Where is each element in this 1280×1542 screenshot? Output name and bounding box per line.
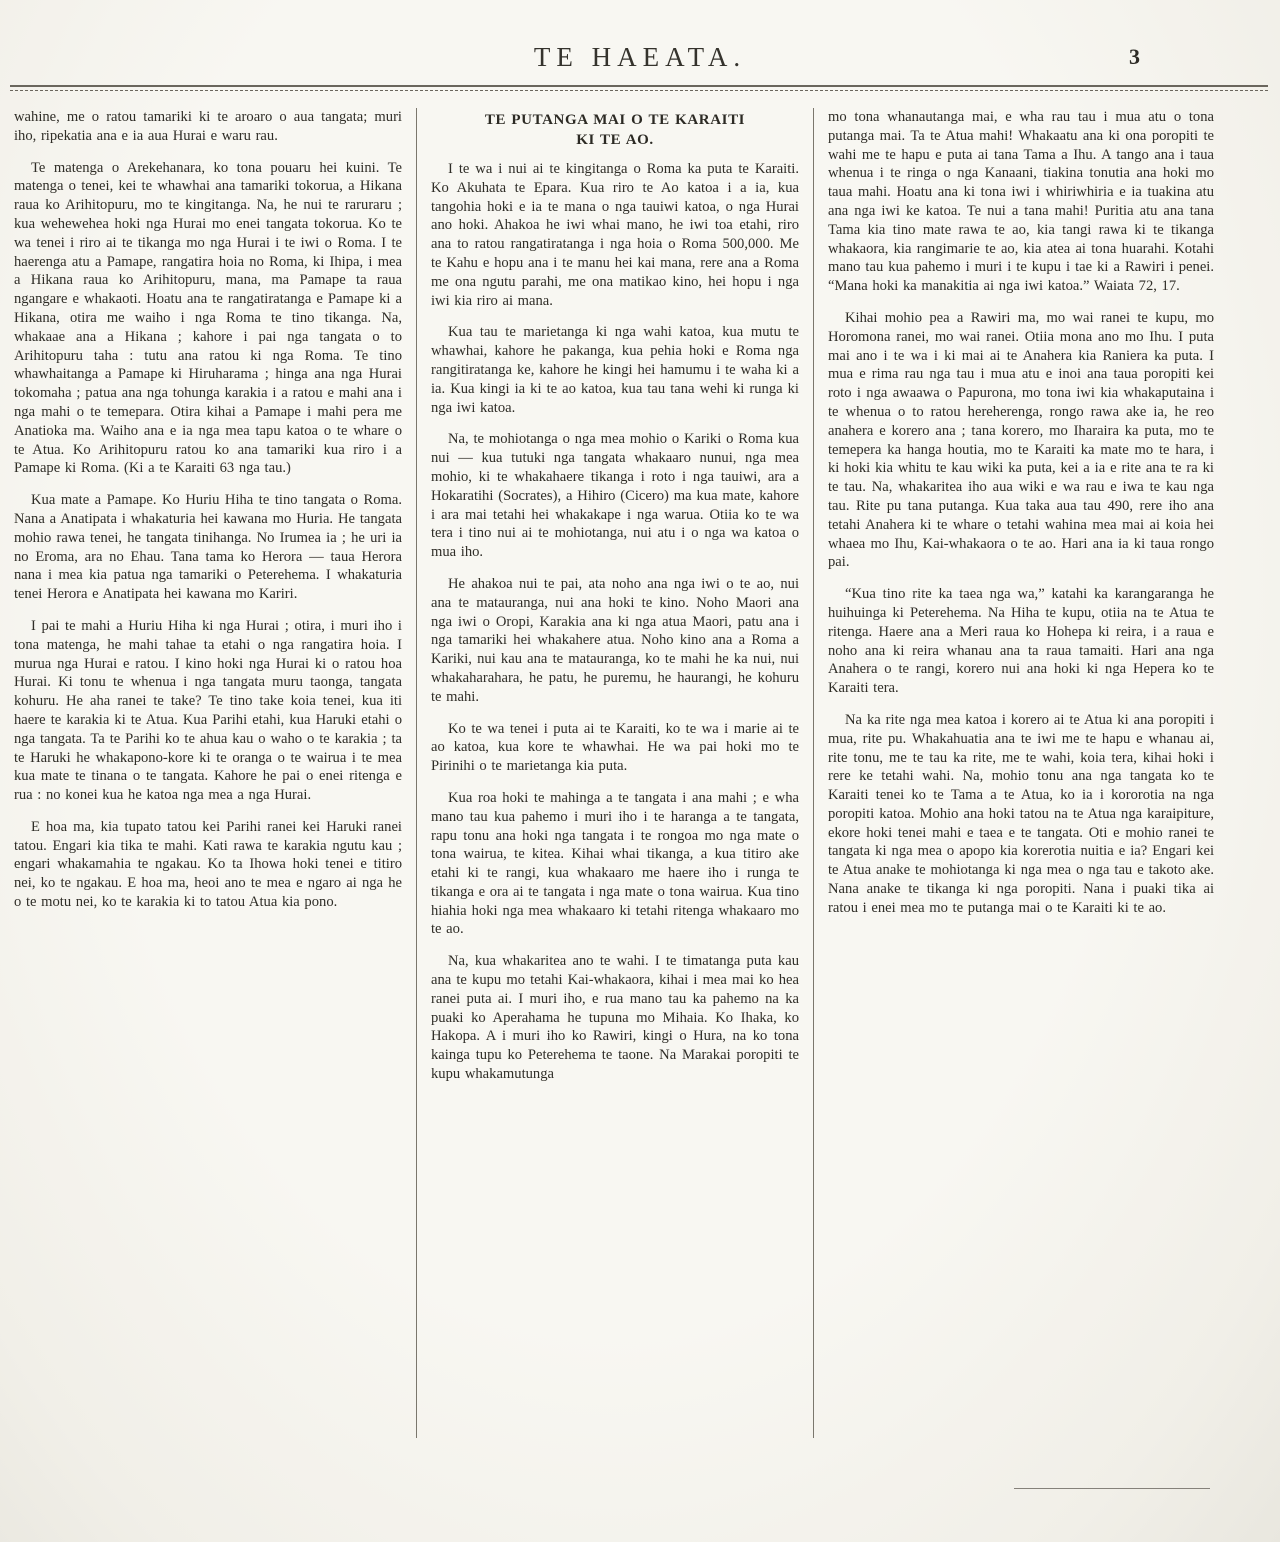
paragraph: wahine, me o ratou tamariki ki te aroaro o aua tangata; muri iho, ripekatia ana e ia aua Hurai e waru rau. (14, 109, 402, 144)
paragraph: I pai te mahi a Huriu Hiha ki nga Hurai ; otira, i muri iho i tona matenga, he mahi tahae ta etahi o nga rangatira hoia. I murua nga Hurai e ratou. I kino hoki nga Hurai ki o ratou hoa Hurai. Ki tonu te whenua i nga tangata muru taonga, tangata kohuru. He aha ranei te take? Te tino take koia tenei, kua iti haere te karakia ki te Atua. Kua Parihi etahi, kua Haruki etahi o nga tangata. Ta te Parihi ko te ahua kau o waho o te karakia ; ta te Haruki he whakapono-kore ki te oranga o te wairua i te mea kua mate te tinana o te tangata. Kahore he pai o enei ritenga e rua : no konei kua he katoa nga mea a nga Hurai. (14, 617, 402, 804)
columns-container (0, 100, 1280, 1438)
paragraph: Kua mate a Pamape. Ko Huriu Hiha te tino tangata o Roma. Nana a Anatipata i whakaturia hei kawana mo Huria. He tangata mohio rawa tenei, he tangata tinihanga. No Irumea ia ; he uri ia no Eroma, ara no Ehau. Tana tama ko Herora — taua Herora nana i mea kia patua nga tamariki o Peterehema. I whakaturia tenei Herora e Anatipata hei kawana mo Kariri. (14, 492, 402, 603)
paragraph: Na, kua whakaritea ano te wahi. I te timatanga puta kau ana te kupu mo tetahi Kai-whakaora, kihai i mea mai ko hea ranei puta ai. I muri iho, e rua mano tau ka pahemo na ka puaki ko Aperahama he tupuna mo Mihaia. Ko Ihaka, ko Hakopa. A i muri iho ko Rawiri, kingi o Hura, na ko tona kainga tupu ko Peterehema te taone. Na Marakai poropiti te kupu whakamutunga (431, 953, 799, 1083)
header-rule (10, 85, 1268, 91)
paragraph: He ahakoa nui te pai, ata noho ana nga iwi o te ao, nui ana te matauranga, nui ana hoki te kino. Noho Maori ana nga iwi o Oropi, Karakia ana ki nga atua Maori, patu ana i nga tamariki hei whakahere atua. Noho kino ana a Roma a Kariki, nui kau ana te matauranga, ko te mahi he ka nui, nui whakaharahara, he patu, he puremu, he haurangi, he kohuru te mahi. (431, 575, 799, 705)
paragraph: Na ka rite nga mea katoa i korero ai te Atua ki ana poropiti i mua, rite pu. Whakahuatia ana te iwi me te hapu e whanau ai, rite tonu, me te tau ka rite, me te wahi, koia tera, kihai hoki i rere ke tetahi wahi. Na, mohio tonu ana nga tangata ko te Karaiti tenei ko te Tama a te Atua, ko ia i kororotia na nga poropiti katoa. Mohio ana hoki tatou na te Atua nga karaipiture, ekore hoki tenei mahi e taea e te tangata. Oti e mohio ranei te tangata ki nga mea o apopo kia korerotia nuitia e ia? Engari kei te Atua anake te mohiotanga ki nga mea o nga tau e takoto ake. Nana anake te tikanga ki nga poropiti. Nana i puaki tika ai ratou i enei mea mo te putanga mai o te Karaiti ki te ao. (828, 711, 1214, 916)
paragraph: E hoa ma, kia tupato tatou kei Parihi ranei kei Haruki ranei tatou. Engari kia tika te mahi. Kati rawa te karakia ngutu kau ; engari whakamahia te ngakau. Ko ta Ihowa hoki tenei e titiro nei, ko te ngakau. E hoa ma, heoi ano te mea e ngaro ai nga he o te motu nei, ko te karakia ki to tatou Atua kia pono. (14, 818, 402, 911)
paragraph: I te wa i nui ai te kingitanga o Roma ka puta te Karaiti. Ko Akuhata te Epara. Kua riro te Ao katoa i a ia, kua tangohia hoki e ia te mana o nga tauiwi katoa, o nga Hurai ano hoki. Ahakoa he iwi whai mano, he iwi toa etahi, riro ana to ratou rangatiratanga i nga hoia o Roma 500,000. Me te Kahu e hopu ana i te manu hei kai mana, rere ana a Roma me ona ngutu parahi, me ona matikao kino, hei hopu i nga iwi kia riro ai mana. (431, 161, 799, 309)
column-2 (416, 108, 814, 1438)
paragraph: “Kua tino rite ka taea nga wa,” katahi ka karangaranga he huihuinga ki Peterehema. Na Hiha te kupu, otiia na te Atua te ritenga. Haere ana a Meri raua ko Hohepa ki reira, i a raua e noho ana ki reira whanau ana ta raua tamaiti. Hari ana nga Anahera o te rangi, korero nui ana hoki ki nga Hepera ko te Karaiti tera. (828, 586, 1214, 697)
bottom-rule (1014, 1488, 1210, 1489)
masthead-title: TE HAEATA. (533, 42, 747, 72)
page-number: 3 (1129, 44, 1140, 69)
column-1 (14, 108, 416, 1438)
paragraph: Kua tau te marietanga ki nga wahi katoa, kua mutu te whawhai, kahore he pakanga, kua pehia hoki e Roma nga rangitiratanga ke, kahore he kingi hei hamumu i te waha ki a ia. Kua kingi ia ki te ao katoa, kua tau tana wehi ki runga ki nga iwi katoa. (431, 324, 799, 416)
page-header (0, 0, 1280, 100)
article-heading-line: TE PUTANGA MAI O TE KARAITI (484, 112, 746, 128)
article-heading (431, 110, 799, 150)
paragraph: Ko te wa tenei i puta ai te Karaiti, ko te wa i marie ai te ao katoa, kua kore te whawhai. He wa pai hoki mo te Pirinihi o te marietanga kia puta. (431, 720, 799, 775)
column-3 (814, 108, 1214, 1438)
article-heading-line: KI TE AO. (576, 132, 654, 148)
paragraph: Te matenga o Arekehanara, ko tona pouaru hei kuini. Te matenga o tenei, kei te whawhai ana tamariki tokorua, a Hikana raua ko Arihitopuru, mo te kingitanga. Na, he nui te raruraru ; kua wehewehea hoki nga Hurai mo enei tangata tokorua. Ko te wa tenei i riro ai te tikanga mo nga Hurai i te iwi o Roma. I te haerenga atu a Pamape, rangatira hoia no Roma, ki Ihipa, i mea a Hikana raua ko Arihitopuru, mana, ma Pamape ta raua ngangare e whakaoti. Hoatu ana te rangatiratanga e Pamape ki a Hikana, otira me waiho i nga Roma te tino tikanga. Na, whakaae ana a Hikana ; kahore i pai nga tangata o to Arihitopuru taha : tutu ana ratou ki nga Roma. Te tino whawhaitanga a Pamape ki Hiruharama ; hinga ana nga Hurai tokomaha ; patua ana nga tohunga karakia i a ratou e mahi ana i nga mahi o te temepara. Otira kihai a Pamape i mahi pera me Anatioka ma. Waiho ana e ia nga mea tapu katoa o te whare o te Atua. Ko Arihitopuru ratou ko ana tamariki kua riro i a Pamape ki Roma. (Ki a te Karaiti 63 nga tau.) (14, 159, 402, 477)
paragraph: Kua roa hoki te mahinga a te tangata i ana mahi ; e wha mano tau kua pahemo i muri iho i te haranga a te tangata, rapu tonu ana hoki nga tangata i te rongoa mo nga mate o tona wairua, te kitea. Kihai whai tikanga, a kua titiro ake etahi ki te rangi, kua whakaaro me haere iho i runga te tikanga e ora ai te tangata i nga mate o tona wairua. Kua tino hiahia hoki nga mea whakaaro ki tetahi ritenga whakaaro mo te ao. (431, 789, 799, 938)
paragraph: Kihai mohio pea a Rawiri ma, mo wai ranei te kupu, mo Horomona ranei, mo wai ranei. Otiia mona ano mo Ihu. I puta mai ano i te wa i ki mai ai te Anahera kia Raniera ka puta. I mua e rima rau nga tau i mua atu e inoi ana taua poropiti kei roto i nga awaawa o Papurona, mo tona iwi kia whakaputaina i te whenua o to ratou hereherenga, rongo rawa ake ia, he reo anahera e korero ana ; tana korero, mo Iharaira ka puta, mo te temepera ka hanga houtia, mo te Karaiti ka mate mo te hara, i ki hoki kia whitu te kau wiki ka puta, kei a ia e rite ana te ra ki te tau. Na, whakaritea iho aua wiki e wa rau e iwa te kau nga tau. Rite pu tana putanga. Kua taka aua tau 490, rere iho ana tetahi Anahera ki te whare o tetahi wahina mea mai ai koia hei whaea mo Ihu, Kai-whakaora o te ao. Hari ana ia ki taua rongo pai. (828, 309, 1214, 571)
paragraph: Na, te mohiotanga o nga mea mohio o Kariki o Roma kua nui — kua tutuki nga tangata whakaaro nunui, nga mea mohio, ki te whakahaere tikanga i roto i nga tauiwi, ara a Hokaratihi (Socrates), a Hihiro (Cicero) ma kua mate, kahore i ara mai tetahi hei whakakape i nga warua. Otiia ko te wa tera i tino nui ai te mohiotanga, nui atu i o nga wa katoa o mua iho. (431, 431, 799, 561)
paragraph: mo tona whanautanga mai, e wha rau tau i mua atu o tona putanga mai. Ta te Atua mahi! Whakaatu ana ki ona poropiti te wahi me te hapu e puta ai tana Tama a Ihu. A tango ana i taua whenua i te ringa o nga Kanaani, tiakina tonutia ana hoki mo taua mahi. Hoatu ana ki tona iwi i whiriwhiria e ia tuakina atu ana nga iwi ke katoa. Te nui a tana mahi! Puritia atu ana tana Tama kia tino mate rawa te ao, kia tangi rawa ki te tikanga whakaora, kia rangimarie te ao, kia atea ai tona huarahi. Kotahi mano tau kua pahemo i muri i te kupu i tae ki a Rawiri i penei. “Mana hoki ka manakitia ai nga iwi katoa.” Waiata 72, 17. (828, 109, 1214, 295)
